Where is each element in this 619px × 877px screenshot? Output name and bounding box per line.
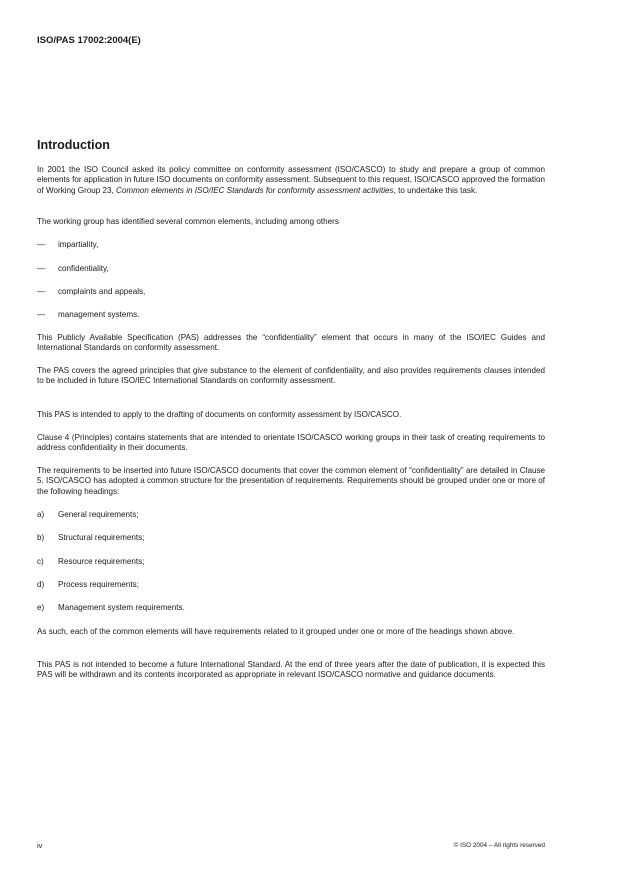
paragraph: The PAS covers the agreed principles that give substance to the element of confidentiality, and also provides requirements clauses intended to be included in future ISO/IEC International Standards on conformity assessment.: [37, 366, 545, 386]
list-marker: —: [37, 287, 46, 296]
list-marker: a): [37, 510, 45, 519]
paragraph: The requirements to be inserted into future ISO/CASCO documents that cover the common element of “confidentiality” are detailed in Clause 5. ISO/CASCO has adopted a common structure for the presentation of requirements. Requirements should be grouped under one or more of the following headings:: [37, 466, 545, 496]
list-marker: c): [37, 557, 44, 566]
italic-title: Common elements in ISO/IEC Standards for conformity assessment activities: [116, 185, 394, 195]
list-text: Structural requirements;: [58, 533, 145, 542]
text: , to undertake this task.: [393, 185, 478, 195]
document-header: ISO/PAS 17002:2004(E): [37, 35, 141, 46]
list-item: [37, 287, 145, 297]
paragraph: [37, 165, 545, 196]
list-marker: e): [37, 603, 45, 612]
paragraph: Clause 4 (Principles) contains statements that are intended to orientate ISO/CASCO working groups in their task of creating requirements to address confidentiality in their documents.: [37, 433, 545, 453]
list-text: management systems.: [58, 310, 140, 319]
list-text: complaints and appeals,: [58, 287, 146, 296]
list-text: confidentiality,: [58, 264, 109, 273]
list-marker: b): [37, 533, 45, 542]
page-number: iv: [37, 841, 43, 850]
list-text: General requirements;: [58, 510, 139, 519]
paragraph: This PAS is not intended to become a future International Standard. At the end of three years after the date of publication, it is expected this PAS will be withdrawn and its contents incorporated as appropriate in relevant ISO/CASCO normative and guidance documents.: [37, 660, 545, 680]
list-marker: —: [37, 264, 46, 273]
list-marker: —: [37, 310, 46, 319]
list-marker: d): [37, 580, 45, 589]
copyright-notice: © ISO 2004 – All rights reserved: [453, 842, 545, 849]
list-text: Resource requirements;: [58, 557, 145, 566]
list-item: [37, 603, 185, 613]
list-item: [37, 264, 109, 274]
list-item: [37, 510, 139, 520]
list-item: [37, 310, 139, 320]
list-text: Management system requirements.: [58, 603, 185, 612]
list-item: [37, 240, 98, 250]
list-item: [37, 580, 139, 590]
paragraph: This Publicly Available Specification (PAS) addresses the “confidentiality” element that occurs in many of the ISO/IEC Guides and International Standards on conformity assessment.: [37, 333, 545, 353]
list-marker: —: [37, 240, 46, 249]
paragraph: This PAS is intended to apply to the drafting of documents on conformity assessment by ISO/CASCO.: [37, 410, 402, 419]
list-text: Process requirements;: [58, 580, 139, 589]
paragraph: As such, each of the common elements will have requirements related to it grouped under one or more of the headings shown above.: [37, 627, 515, 636]
list-item: [37, 557, 144, 567]
text: In 2001 the ISO Council asked its policy committee on conformity assessment (ISO/CASCO) to study and prepare a group of common elements for application in future ISO documents on conformity assessment. Subsequent to this request, ISO/CASCO approved the formation of Working Group 23,: [37, 165, 545, 195]
section-title: Introduction: [37, 138, 110, 152]
paragraph: The working group has identified several common elements, including among others: [37, 217, 339, 226]
list-text: impartiality,: [58, 240, 99, 249]
list-item: [37, 533, 144, 543]
